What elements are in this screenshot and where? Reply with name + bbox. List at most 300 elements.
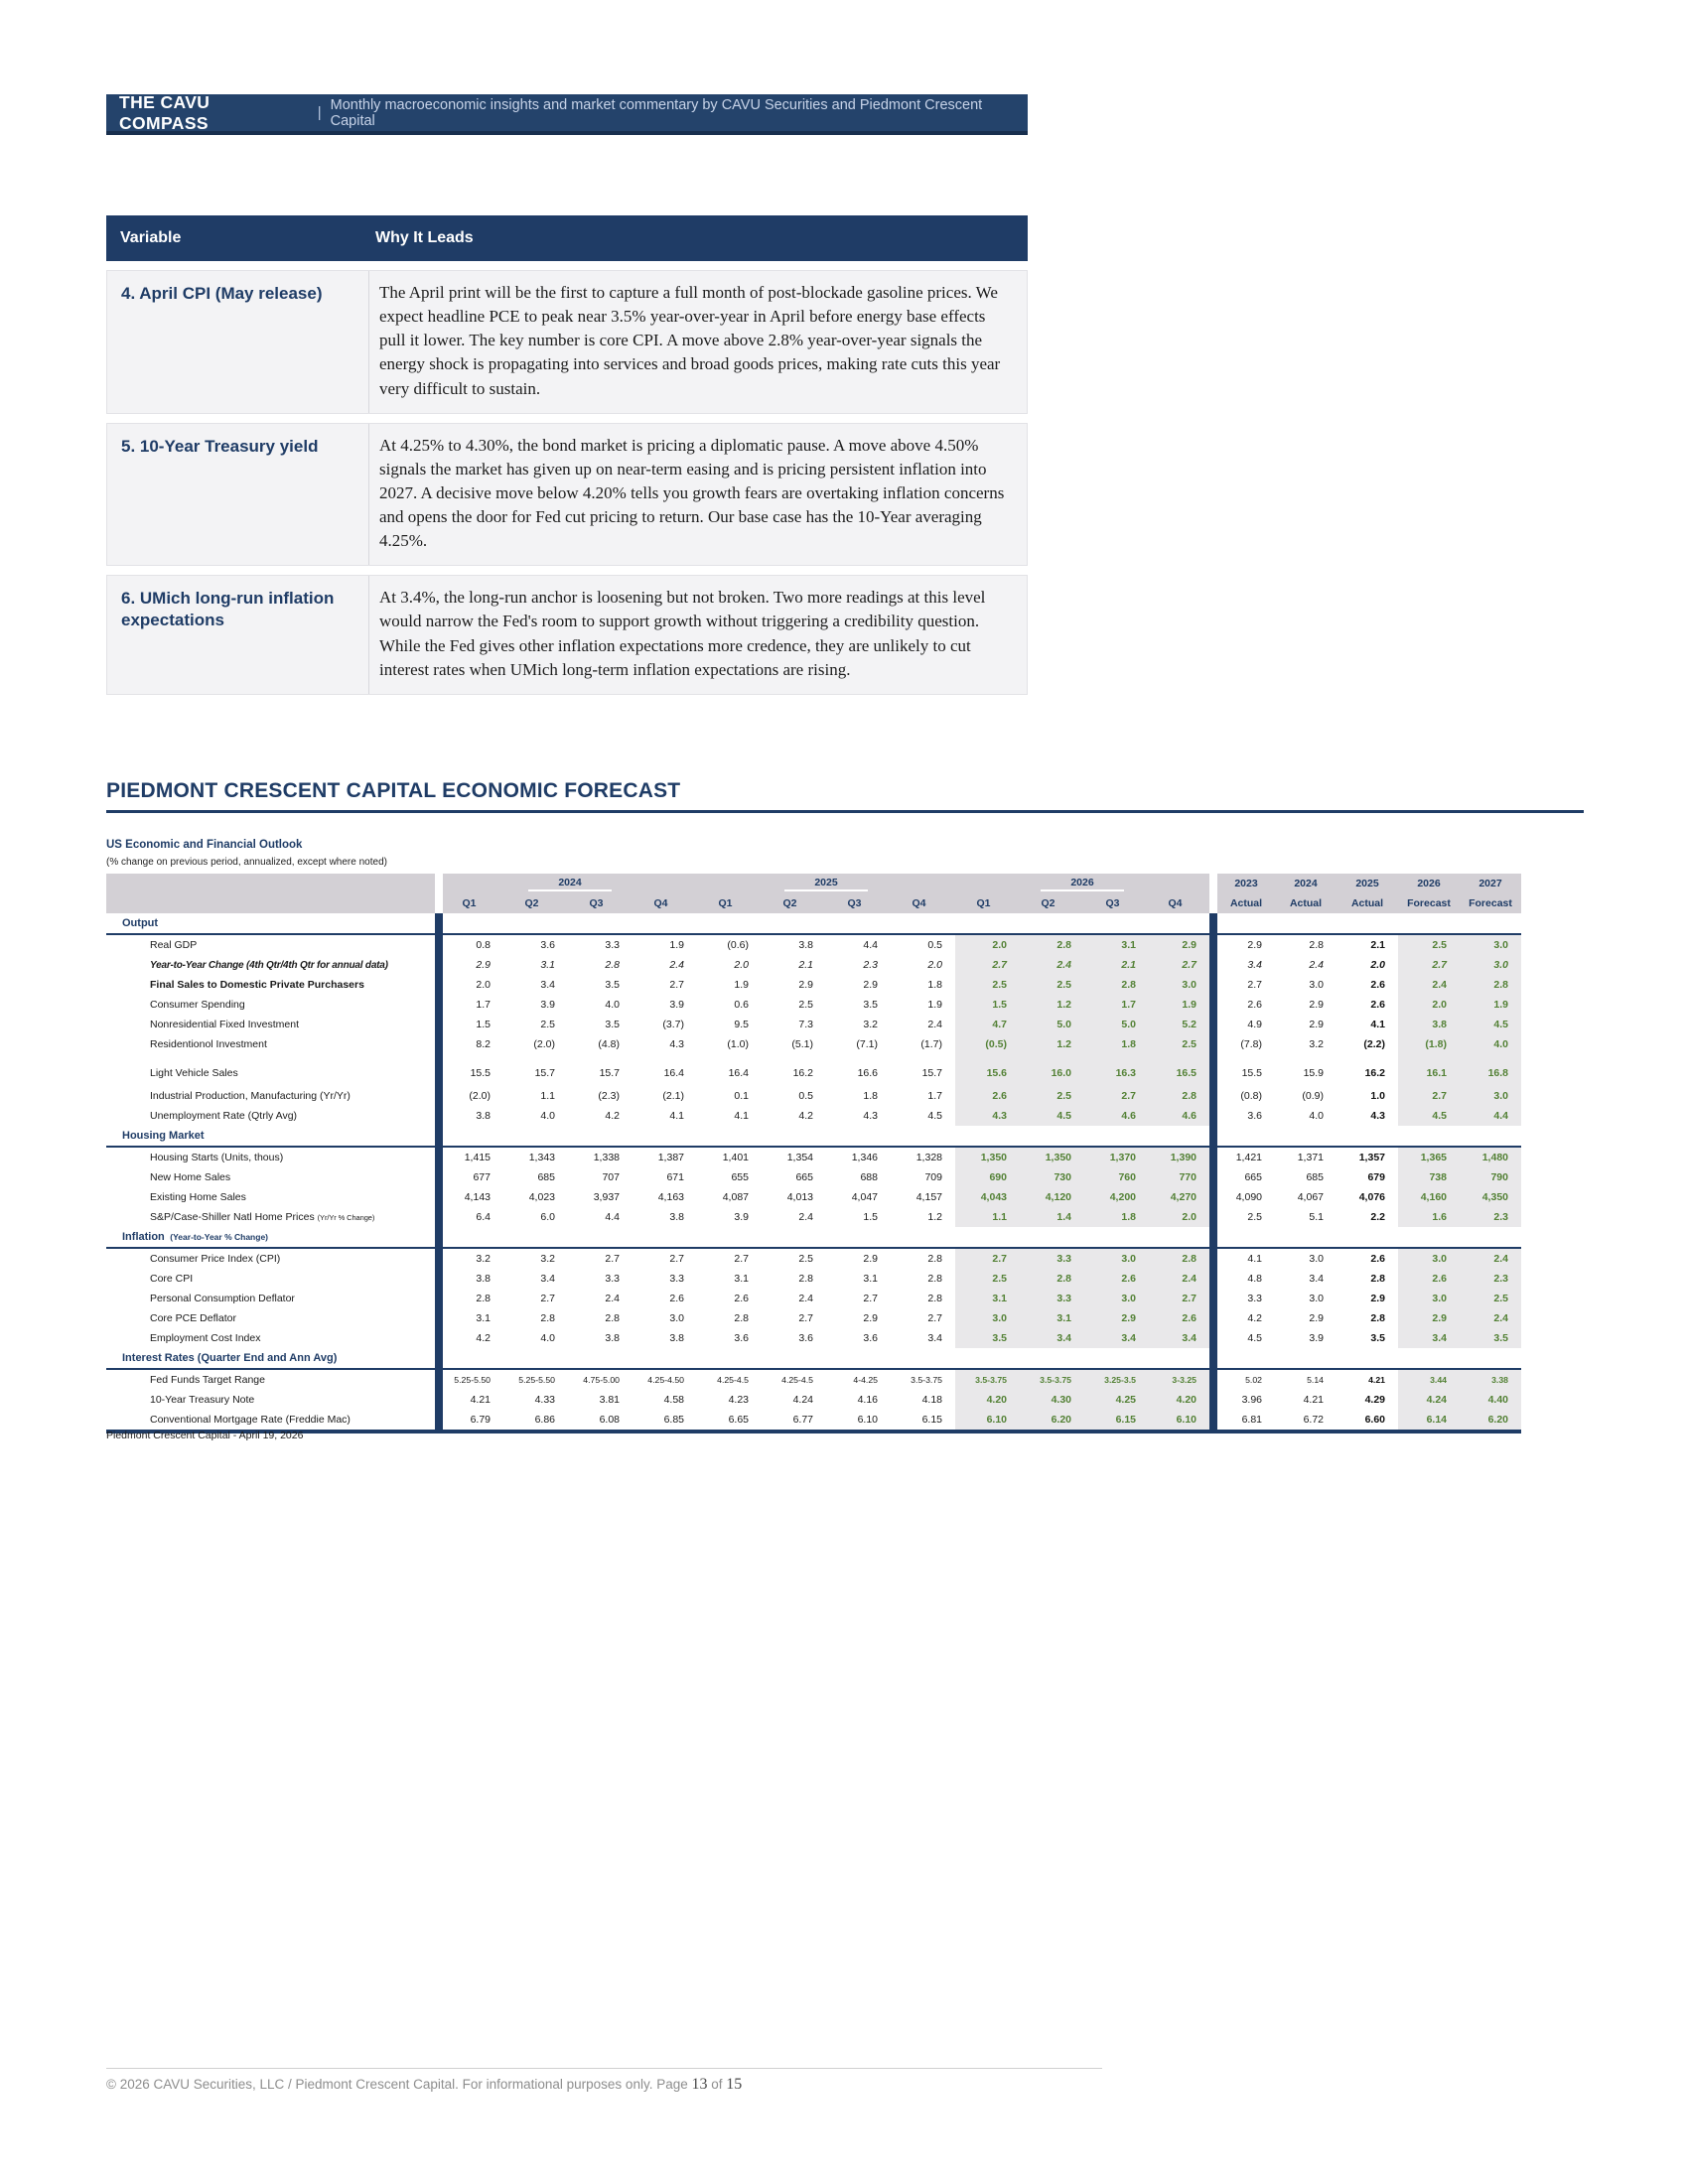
section-cell	[503, 1227, 568, 1248]
forecast-value-cell: 3.9	[1309, 1332, 1324, 1344]
section-cell	[1149, 913, 1213, 934]
forecast-value-cell: 3.4	[1309, 1273, 1324, 1285]
forecast-value-cell: 4,090	[1213, 1187, 1275, 1207]
forecast-value-cell: 16.4	[663, 1067, 684, 1079]
forecast-value-cell: 3.4	[1084, 1328, 1149, 1348]
annual-year-header: 2024	[1275, 874, 1336, 893]
forecast-value-cell: (5.1)	[791, 1038, 813, 1050]
forecast-value-cell: 2.0	[927, 959, 942, 971]
forecast-value-cell: 3.0	[1309, 1293, 1324, 1304]
forecast-value-cell: 3.0	[1398, 1248, 1460, 1269]
section-cell	[697, 1126, 762, 1147]
forecast-value-cell: 4.75-5.00	[583, 1375, 620, 1385]
forecast-value-cell: 2.7	[1084, 1086, 1149, 1106]
section-cell	[1020, 1126, 1084, 1147]
forecast-value-cell: 4.25-4.50	[647, 1375, 684, 1385]
forecast-value-cell: 3.5	[1460, 1328, 1521, 1348]
forecast-value-cell: 4,013	[786, 1191, 813, 1203]
forecast-value-cell: 3.8	[605, 1332, 620, 1344]
forecast-value-cell: 16.2	[1364, 1067, 1385, 1079]
forecast-value-cell: 6.15	[1084, 1410, 1149, 1432]
year-group-label: 2025	[784, 877, 867, 891]
forecast-value-cell: 2.8	[1020, 934, 1084, 955]
forecast-value-cell: 2.6	[1398, 1269, 1460, 1289]
forecast-value-cell: (2.1)	[662, 1090, 684, 1102]
forecast-value-cell: 3.8	[439, 1269, 503, 1289]
section-cell	[1275, 1126, 1336, 1147]
forecast-section	[106, 779, 1584, 813]
forecast-value-cell: 2.9	[1309, 1019, 1324, 1030]
forecast-value-cell: 4.20	[1149, 1390, 1213, 1410]
row-label: Conventional Mortgage Rate (Freddie Mac)	[150, 1414, 351, 1426]
row-label-suffix: (Yr/Yr % Change)	[317, 1213, 375, 1222]
forecast-value-cell: 3.1	[540, 959, 555, 971]
forecast-value-cell: 6.15	[921, 1414, 942, 1426]
forecast-value-cell: 1,371	[1297, 1152, 1324, 1163]
forecast-value-cell: 2.8	[1370, 1312, 1385, 1324]
forecast-value-cell: 4.5	[1460, 1015, 1521, 1034]
row-label: Consumer Price Index (CPI)	[150, 1253, 281, 1265]
forecast-value-cell: 730	[1020, 1167, 1084, 1187]
forecast-value-cell: 4,157	[915, 1191, 942, 1203]
row-label: New Home Sales	[150, 1171, 231, 1183]
forecast-value-cell: 3.4	[1398, 1328, 1460, 1348]
row-label: Existing Home Sales	[150, 1191, 246, 1203]
forecast-value-cell: 2.9	[1213, 934, 1275, 955]
section-cell	[891, 1227, 955, 1248]
forecast-value-cell: 4,076	[1358, 1191, 1385, 1203]
quarter-header: Q3	[568, 893, 633, 913]
forecast-value-cell: 3.1	[734, 1273, 749, 1285]
forecast-data-row	[106, 975, 1521, 995]
section-cell	[1460, 1126, 1521, 1147]
forecast-value-cell: 4,160	[1398, 1187, 1460, 1207]
forecast-value-cell: 2.8	[1460, 975, 1521, 995]
forecast-value-cell: 15.7	[599, 1067, 620, 1079]
forecast-data-row	[106, 1187, 1521, 1207]
forecast-value-cell: 1.8	[1084, 1034, 1149, 1054]
forecast-value-cell: 2.8	[1370, 1273, 1385, 1285]
forecast-value-cell: 2.7	[798, 1312, 813, 1324]
forecast-value-cell: 9.5	[734, 1019, 749, 1030]
year-group-header	[697, 874, 955, 893]
forecast-value-cell: 2.4	[798, 1293, 813, 1304]
forecast-value-cell: 2.7	[1149, 1289, 1213, 1308]
forecast-value-cell: 3.25-3.5	[1084, 1369, 1149, 1390]
forecast-value-cell: 4.4	[605, 1211, 620, 1223]
forecast-value-cell: 4.29	[1364, 1394, 1385, 1406]
forecast-value-cell: 1.9	[1460, 995, 1521, 1015]
forecast-value-cell: 15.7	[921, 1067, 942, 1079]
section-label: Inflation (Year-to-Year % Change)	[106, 1227, 439, 1248]
forecast-value-cell: (1.8)	[1398, 1034, 1460, 1054]
forecast-value-cell: 3.3	[605, 1273, 620, 1285]
forecast-value-cell: 3.1	[1084, 934, 1149, 955]
forecast-value-cell: (4.8)	[598, 1038, 620, 1050]
section-cell	[568, 1227, 633, 1248]
forecast-value-cell: 677	[439, 1167, 503, 1187]
footer-total-pages: 15	[726, 2076, 743, 2093]
forecast-value-cell: 1,350	[1020, 1147, 1084, 1167]
forecast-value-cell: 6.60	[1364, 1414, 1385, 1426]
forecast-value-cell: 1,328	[915, 1152, 942, 1163]
section-cell	[1275, 913, 1336, 934]
forecast-value-cell: 3.5-3.75	[1020, 1369, 1084, 1390]
section-cell	[503, 1126, 568, 1147]
section-label: Housing Market	[106, 1126, 439, 1147]
forecast-data-row	[106, 1308, 1521, 1328]
forecast-data-row	[106, 1147, 1521, 1167]
forecast-value-cell: 738	[1398, 1167, 1460, 1187]
forecast-value-cell: 16.1	[1398, 1054, 1460, 1086]
section-row	[106, 1126, 1521, 1147]
forecast-value-cell: 2.8	[734, 1312, 749, 1324]
forecast-value-cell: 2.9	[863, 979, 878, 991]
forecast-data-row	[106, 1034, 1521, 1054]
quarter-header: Q3	[826, 893, 891, 913]
section-cell	[1149, 1126, 1213, 1147]
forecast-value-cell: 2.9	[1309, 1312, 1324, 1324]
forecast-value-cell: 2.8	[927, 1273, 942, 1285]
annual-year-header: 2027	[1460, 874, 1521, 893]
forecast-value-cell: 4.25-4.5	[781, 1375, 813, 1385]
forecast-value-cell: 2.4	[798, 1211, 813, 1223]
forecast-value-cell: 6.4	[439, 1207, 503, 1227]
forecast-value-cell: 2.7	[955, 955, 1020, 975]
forecast-value-cell: 1.2	[1020, 1034, 1084, 1054]
row-label: Consumer Spending	[150, 999, 245, 1011]
forecast-value-cell: (7.1)	[856, 1038, 878, 1050]
forecast-value-cell: 4,270	[1149, 1187, 1213, 1207]
section-cell	[955, 1126, 1020, 1147]
forecast-value-cell: 2.7	[605, 1253, 620, 1265]
forecast-value-cell: 4.21	[1368, 1375, 1385, 1385]
forecast-value-cell: 2.9	[1370, 1293, 1385, 1304]
lead-row	[106, 423, 1028, 567]
forecast-value-cell: 3.3	[605, 939, 620, 951]
forecast-value-cell: 4.3	[669, 1038, 684, 1050]
forecast-value-cell: 3.8	[439, 1106, 503, 1126]
annual-type-header: Actual	[1213, 893, 1275, 913]
forecast-value-cell: 2.7	[669, 979, 684, 991]
section-label: Interest Rates (Quarter End and Ann Avg)	[106, 1348, 439, 1369]
forecast-value-cell: 1.9	[1149, 995, 1213, 1015]
forecast-value-cell: 3.5	[863, 999, 878, 1011]
annual-type-header: Actual	[1275, 893, 1336, 913]
forecast-value-cell: 2.8	[1084, 975, 1149, 995]
forecast-value-cell: 707	[602, 1171, 620, 1183]
forecast-data-row	[106, 1269, 1521, 1289]
annual-year-header: 2025	[1336, 874, 1398, 893]
forecast-value-cell: 5.2	[1149, 1015, 1213, 1034]
forecast-value-cell: 3.0	[669, 1312, 684, 1324]
section-row	[106, 1348, 1521, 1369]
forecast-value-cell: 3.5	[605, 979, 620, 991]
forecast-value-cell: 2.5	[798, 1253, 813, 1265]
forecast-value-cell: 2.4	[605, 1293, 620, 1304]
forecast-value-cell: (0.8)	[1213, 1086, 1275, 1106]
forecast-value-cell: 3.2	[540, 1253, 555, 1265]
forecast-value-cell: 1.5	[955, 995, 1020, 1015]
forecast-value-cell: 2.8	[605, 1312, 620, 1324]
section-cell	[762, 1348, 826, 1369]
forecast-value-cell: 3.3	[1213, 1289, 1275, 1308]
lead-table	[106, 215, 1028, 695]
forecast-value-cell: 3.2	[439, 1248, 503, 1269]
forecast-value-cell: 2.0	[1149, 1207, 1213, 1227]
section-cell	[568, 1348, 633, 1369]
section-cell	[1398, 913, 1460, 934]
section-row	[106, 913, 1521, 934]
forecast-value-cell: 2.7	[863, 1293, 878, 1304]
forecast-value-cell: 3.1	[955, 1289, 1020, 1308]
forecast-data-row	[106, 1289, 1521, 1308]
forecast-value-cell: 2.6	[1370, 1253, 1385, 1265]
section-cell	[826, 1126, 891, 1147]
row-label: Residentionol Investment	[150, 1038, 267, 1050]
forecast-value-cell: 685	[537, 1171, 555, 1183]
footer-rule	[106, 2068, 1102, 2069]
forecast-value-cell: 1.4	[1020, 1207, 1084, 1227]
forecast-value-cell: 6.10	[857, 1414, 878, 1426]
forecast-value-cell: 4.5	[1213, 1328, 1275, 1348]
forecast-value-cell: 3.6	[734, 1332, 749, 1344]
section-cell	[439, 1348, 503, 1369]
forecast-value-cell: 3.4	[1020, 1328, 1084, 1348]
lead-table-header	[106, 215, 1028, 261]
forecast-value-cell: 2.6	[734, 1293, 749, 1304]
section-cell	[697, 1348, 762, 1369]
forecast-value-cell: 3.8	[669, 1211, 684, 1223]
forecast-value-cell: 4.21	[439, 1390, 503, 1410]
forecast-value-cell: 2.7	[927, 1312, 942, 1324]
masthead	[106, 91, 1028, 135]
section-cell	[1398, 1126, 1460, 1147]
forecast-value-cell: 2.8	[798, 1273, 813, 1285]
forecast-data-row	[106, 1015, 1521, 1034]
forecast-data-row	[106, 955, 1521, 975]
forecast-value-cell: 3.4	[540, 1273, 555, 1285]
forecast-value-cell: 4,087	[722, 1191, 749, 1203]
forecast-value-cell: 3.38	[1460, 1369, 1521, 1390]
forecast-value-cell: 4,200	[1084, 1187, 1149, 1207]
section-cell	[1020, 1227, 1084, 1248]
section-row	[106, 1227, 1521, 1248]
footer-of: of	[711, 2077, 723, 2092]
forecast-value-cell: 2.0	[439, 975, 503, 995]
forecast-value-cell: 6.65	[728, 1414, 749, 1426]
forecast-value-cell: 4,047	[851, 1191, 878, 1203]
row-label: Industrial Production, Manufacturing (Yr/Yr)	[150, 1090, 351, 1102]
forecast-value-cell: 1.7	[927, 1090, 942, 1102]
forecast-value-cell: 4.0	[1460, 1034, 1521, 1054]
lead-row-variable: 4. April CPI (May release)	[107, 271, 369, 413]
forecast-value-cell: 3.0	[1149, 975, 1213, 995]
forecast-value-cell: 2.0	[1398, 995, 1460, 1015]
forecast-value-cell: 2.5	[1149, 1034, 1213, 1054]
forecast-value-cell: 1,480	[1460, 1147, 1521, 1167]
forecast-value-cell: 6.86	[534, 1414, 555, 1426]
forecast-value-cell: 2.9	[439, 955, 503, 975]
forecast-value-cell: 4.3	[1370, 1110, 1385, 1122]
forecast-value-cell: 3,937	[593, 1191, 620, 1203]
annual-year-header: 2026	[1398, 874, 1460, 893]
forecast-value-cell: 3.1	[863, 1273, 878, 1285]
forecast-value-cell: 4.6	[1149, 1106, 1213, 1126]
forecast-value-cell: 16.5	[1149, 1054, 1213, 1086]
forecast-value-cell: 2.6	[1213, 995, 1275, 1015]
forecast-value-cell: 3.8	[669, 1332, 684, 1344]
section-cell	[955, 913, 1020, 934]
section-cell	[1460, 1227, 1521, 1248]
quarter-header: Q2	[762, 893, 826, 913]
forecast-value-cell: 2.9	[1398, 1308, 1460, 1328]
section-cell	[1275, 1348, 1336, 1369]
section-cell	[1084, 1227, 1149, 1248]
forecast-value-cell: 5.14	[1307, 1375, 1324, 1385]
forecast-value-cell: 3.1	[1020, 1308, 1084, 1328]
forecast-value-cell: 690	[955, 1167, 1020, 1187]
forecast-value-cell: 4.0	[1309, 1110, 1324, 1122]
forecast-value-cell: 2.8	[439, 1289, 503, 1308]
section-cell	[633, 1348, 697, 1369]
forecast-value-cell: (0.9)	[1302, 1090, 1324, 1102]
forecast-value-cell: 16.8	[1460, 1054, 1521, 1086]
section-cell	[762, 913, 826, 934]
forecast-value-cell: 4,067	[1297, 1191, 1324, 1203]
forecast-value-cell: 0.6	[734, 999, 749, 1011]
forecast-value-cell: 6.10	[1149, 1410, 1213, 1432]
section-cell	[826, 913, 891, 934]
forecast-value-cell: 2.9	[798, 979, 813, 991]
forecast-table-subtitle: (% change on previous period, annualized, except where noted)	[106, 857, 387, 868]
quarter-header: Q1	[439, 893, 503, 913]
forecast-value-cell: 3.9	[669, 999, 684, 1011]
forecast-value-cell: 1,338	[593, 1152, 620, 1163]
forecast-value-cell: 1,390	[1149, 1147, 1213, 1167]
forecast-corner	[106, 874, 439, 913]
forecast-value-cell: 3.3	[1020, 1289, 1084, 1308]
section-cell	[568, 1126, 633, 1147]
section-cell	[1020, 913, 1084, 934]
forecast-value-cell: 16.2	[792, 1067, 813, 1079]
forecast-table-wrap	[106, 874, 1521, 1433]
section-cell	[697, 1227, 762, 1248]
forecast-table	[106, 874, 1521, 1433]
section-cell	[1213, 913, 1275, 934]
forecast-value-cell: 2.5	[1020, 975, 1084, 995]
year-group-label: 2024	[528, 877, 611, 891]
forecast-value-cell: 3.5	[955, 1328, 1020, 1348]
section-cell	[1398, 1227, 1460, 1248]
forecast-value-cell: 1.7	[439, 995, 503, 1015]
forecast-value-cell: 3.2	[863, 1019, 878, 1030]
forecast-data-row	[106, 1086, 1521, 1106]
forecast-value-cell: 6.20	[1020, 1410, 1084, 1432]
section-cell	[826, 1348, 891, 1369]
forecast-value-cell: 3.9	[540, 999, 555, 1011]
forecast-value-cell: 2.4	[927, 1019, 942, 1030]
forecast-value-cell: 1,343	[528, 1152, 555, 1163]
forecast-value-cell: 688	[860, 1171, 878, 1183]
forecast-value-cell: 3.6	[798, 1332, 813, 1344]
forecast-value-cell: 2.8	[1149, 1248, 1213, 1269]
annual-type-header: Actual	[1336, 893, 1398, 913]
forecast-value-cell: 16.4	[728, 1067, 749, 1079]
forecast-value-cell: 3.1	[439, 1308, 503, 1328]
section-cell	[633, 913, 697, 934]
forecast-value-cell: 2.5	[1460, 1289, 1521, 1308]
forecast-value-cell: 1.5	[863, 1211, 878, 1223]
forecast-value-cell: 0.5	[927, 939, 942, 951]
forecast-value-cell: 2.5	[1213, 1207, 1275, 1227]
section-cell	[1275, 1227, 1336, 1248]
forecast-value-cell: 4.40	[1460, 1390, 1521, 1410]
forecast-value-cell: 2.7	[1213, 975, 1275, 995]
forecast-value-cell: 4.4	[1460, 1106, 1521, 1126]
forecast-value-cell: 3.96	[1213, 1390, 1275, 1410]
row-label: Real GDP	[150, 939, 198, 951]
forecast-value-cell: 3.0	[1460, 955, 1521, 975]
row-label: Core PCE Deflator	[150, 1312, 236, 1324]
forecast-value-cell: 3.0	[1460, 934, 1521, 955]
forecast-value-cell: 1,401	[722, 1152, 749, 1163]
forecast-value-cell: 2.6	[1370, 979, 1385, 991]
forecast-value-cell: 1.5	[439, 1015, 503, 1034]
forecast-value-cell: 0.8	[439, 934, 503, 955]
section-cell	[891, 1348, 955, 1369]
forecast-value-cell: 15.5	[1213, 1054, 1275, 1086]
forecast-value-cell: 1,370	[1084, 1147, 1149, 1167]
forecast-value-cell: 3.8	[798, 939, 813, 951]
forecast-value-cell: 4,120	[1020, 1187, 1084, 1207]
forecast-value-cell: 3.4	[1213, 955, 1275, 975]
forecast-value-cell: 1.9	[669, 939, 684, 951]
quarter-header: Q4	[633, 893, 697, 913]
section-cell	[955, 1227, 1020, 1248]
forecast-data-row	[106, 1054, 1521, 1086]
forecast-value-cell: 2.9	[863, 1312, 878, 1324]
forecast-value-cell: 2.4	[1398, 975, 1460, 995]
quarter-header: Q1	[955, 893, 1020, 913]
forecast-value-cell: 15.7	[534, 1067, 555, 1079]
section-cell	[891, 913, 955, 934]
section-cell	[568, 913, 633, 934]
lead-row-variable: 5. 10-Year Treasury yield	[107, 424, 369, 566]
forecast-value-cell: 1.8	[1084, 1207, 1149, 1227]
forecast-value-cell: 2.5	[540, 1019, 555, 1030]
forecast-value-cell: 4.5	[1398, 1106, 1460, 1126]
forecast-value-cell: 4.24	[1398, 1390, 1460, 1410]
forecast-value-cell: (2.0)	[439, 1086, 503, 1106]
forecast-value-cell: 6.20	[1460, 1410, 1521, 1432]
forecast-value-cell: 770	[1149, 1167, 1213, 1187]
forecast-value-cell: 4,143	[439, 1187, 503, 1207]
forecast-value-cell: 4.4	[863, 939, 878, 951]
forecast-value-cell: 5.0	[1020, 1015, 1084, 1034]
section-label: Output	[106, 913, 439, 934]
section-cell	[1336, 1126, 1398, 1147]
row-label: Core CPI	[150, 1273, 194, 1285]
masthead-title: THE CAVU COMPASS	[119, 91, 211, 133]
forecast-data-row	[106, 1248, 1521, 1269]
quarter-header: Q1	[697, 893, 762, 913]
forecast-value-cell: 4,350	[1460, 1187, 1521, 1207]
forecast-data-row	[106, 995, 1521, 1015]
forecast-value-cell: 6.72	[1303, 1414, 1324, 1426]
forecast-thead	[106, 874, 1521, 913]
forecast-value-cell: 4.58	[663, 1394, 684, 1406]
